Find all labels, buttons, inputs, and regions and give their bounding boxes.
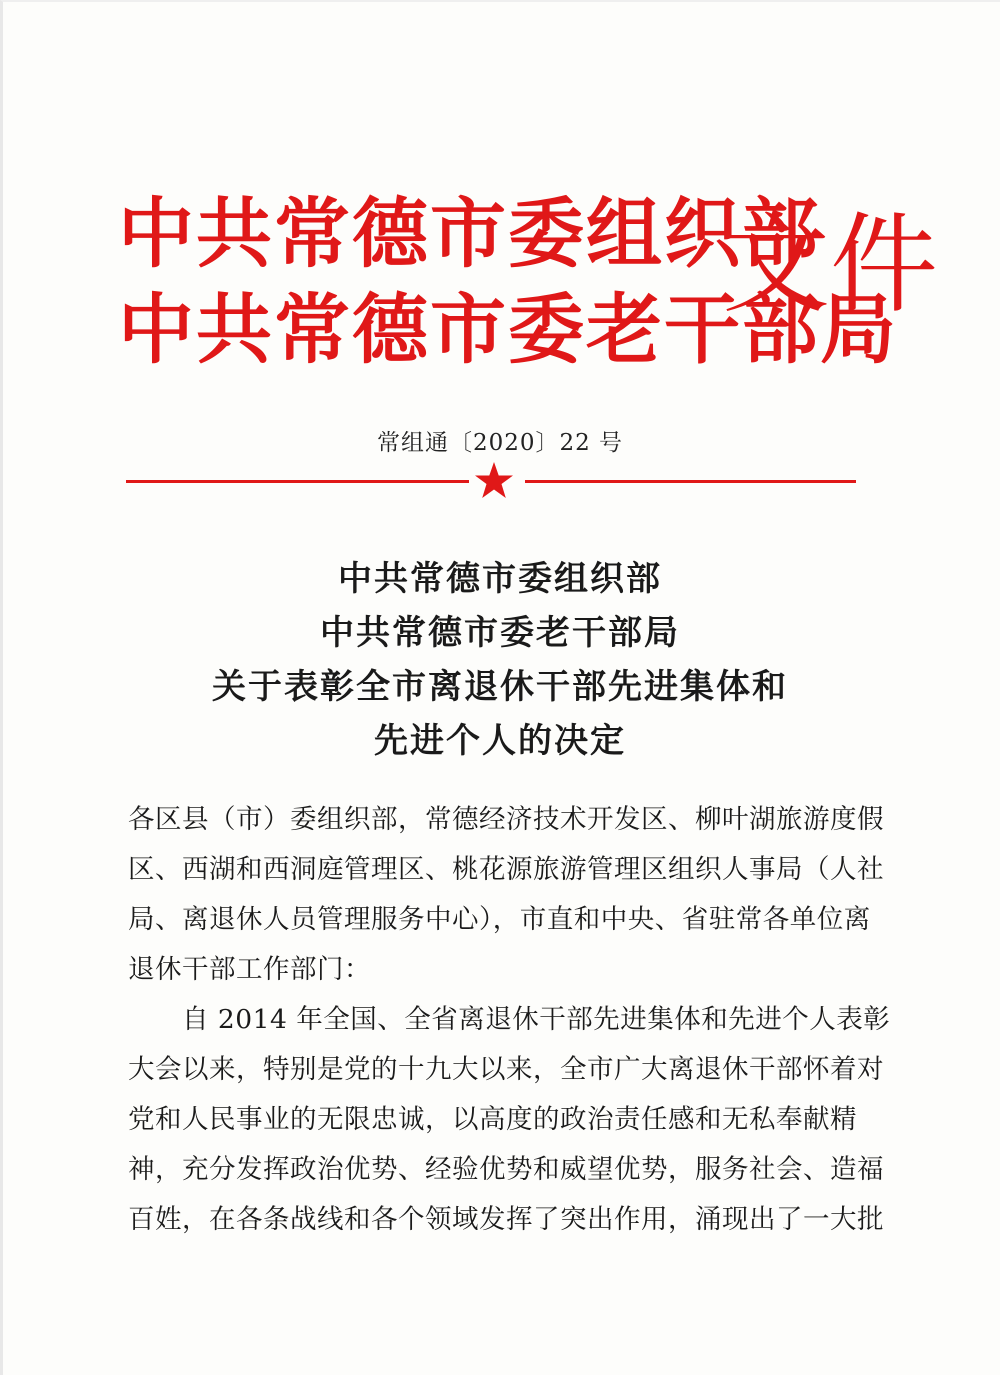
title-line-4: 先进个人的决定 [374, 721, 626, 761]
title-line-2: 中共常德市委老干部局 [320, 613, 680, 653]
red-star-icon [474, 460, 514, 500]
paragraph-line: 自 2014 年全国、全省离退休干部先进集体和先进个人表彰 [182, 1004, 891, 1035]
red-divider-left [126, 480, 469, 483]
doc-type-label: 文件 [722, 203, 939, 328]
addressee-line: 退休干部工作部门： [128, 954, 371, 985]
paragraph-line: 党和人民事业的无限忠诚，以高度的政治责任感和无私奉献精 [128, 1104, 857, 1135]
addressee-line: 局、离退休人员管理服务中心），市直和中央、省驻常各单位离 [128, 904, 871, 935]
document-number: 常组通〔2020〕22 号 [376, 430, 624, 456]
title-line-3: 关于表彰全市离退休干部先进集体和 [212, 667, 788, 707]
document-title [0, 552, 1000, 768]
paragraph-line: 百姓，在各条战线和各个领域发挥了突出作用，涌现出了一大批 [128, 1204, 884, 1235]
document-body [128, 795, 891, 1245]
addressee-line: 区、西湖和西洞庭管理区、桃花源旅游管理区组织人事局（人社 [128, 854, 884, 885]
issuer-line-2: 中共常德市委老干部局 [118, 285, 898, 374]
paragraph-line: 神，充分发挥政治优势、经验优势和威望优势，服务社会、造福 [128, 1154, 884, 1185]
addressee-line: 各区县（市）委组织部，常德经济技术开发区、柳叶湖旅游度假 [128, 804, 884, 835]
paragraph-line: 大会以来，特别是党的十九大以来，全市广大离退休干部怀着对 [128, 1054, 884, 1085]
title-line-1: 中共常德市委组织部 [338, 559, 662, 599]
red-divider-right [525, 480, 856, 483]
issuer-line-1: 中共常德市委组织部 [118, 189, 820, 278]
